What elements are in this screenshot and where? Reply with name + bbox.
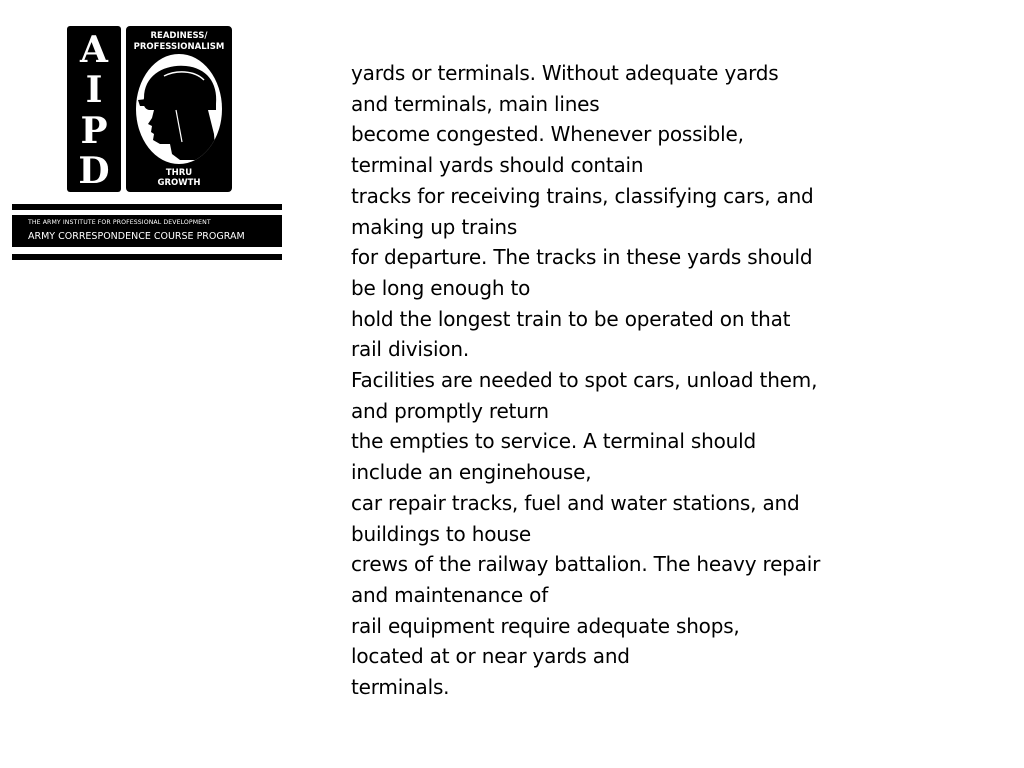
logo-tag-top-line2: PROFESSIONALISM xyxy=(133,41,225,52)
text-line: rail equipment require adequate shops, xyxy=(351,613,740,638)
logo-letters xyxy=(67,26,121,192)
text-line: crews of the railway battalion. The heavy repair xyxy=(351,552,821,577)
text-line: include an enginehouse, xyxy=(351,460,592,485)
logo-banner xyxy=(12,215,282,247)
text-line: for departure. The tracks in these yards should xyxy=(351,245,813,270)
logo-program-text: ARMY CORRESPONDENCE COURSE PROGRAM xyxy=(28,231,245,242)
logo-rule-bottom xyxy=(12,254,282,260)
logo-letter-d: D xyxy=(78,149,110,192)
logo-tag-bottom-line1: THRU xyxy=(165,168,193,178)
logo-rule-top xyxy=(12,204,282,210)
logo-institute-text: THE ARMY INSTITUTE FOR PROFESSIONAL DEVELOPMENT xyxy=(28,219,211,226)
text-line: become congested. Whenever possible, xyxy=(351,122,744,147)
text-line: and promptly return xyxy=(351,398,549,423)
text-line: be long enough to xyxy=(351,275,531,300)
logo-tag-bottom-line2: GROWTH xyxy=(157,178,201,188)
logo-letter-p: P xyxy=(80,109,108,152)
logo-tag-bottom xyxy=(126,168,232,188)
logo-letter-i: I xyxy=(85,69,103,112)
logo-tag-top-line1: READINESS/ xyxy=(150,31,208,41)
text-line: terminals. xyxy=(351,675,450,700)
soldier-profile-icon xyxy=(136,54,222,164)
text-line: located at or near yards and xyxy=(351,644,630,669)
text-line: rail division. xyxy=(351,337,470,362)
text-line: terminal yards should contain xyxy=(351,153,644,178)
logo-tag-top xyxy=(126,31,232,52)
text-line: yards or terminals. Without adequate yards xyxy=(351,61,779,85)
text-line: buildings to house xyxy=(351,521,532,546)
body-text xyxy=(351,58,861,703)
text-line: making up trains xyxy=(351,214,518,239)
text-line: and terminals, main lines xyxy=(351,91,600,116)
text-line: the empties to service. A terminal should xyxy=(351,429,756,454)
text-line: and maintenance of xyxy=(351,582,549,607)
text-line: hold the longest train to be operated on that xyxy=(351,306,791,331)
logo-helmet-panel xyxy=(126,26,232,192)
text-line: car repair tracks, fuel and water stations, and xyxy=(351,490,800,515)
logo-letter-a: A xyxy=(80,29,108,71)
aipd-logo xyxy=(12,26,282,262)
text-line: tracks for receiving trains, classifying cars, and xyxy=(351,183,814,208)
text-line: Facilities are needed to spot cars, unload them, xyxy=(351,368,818,393)
